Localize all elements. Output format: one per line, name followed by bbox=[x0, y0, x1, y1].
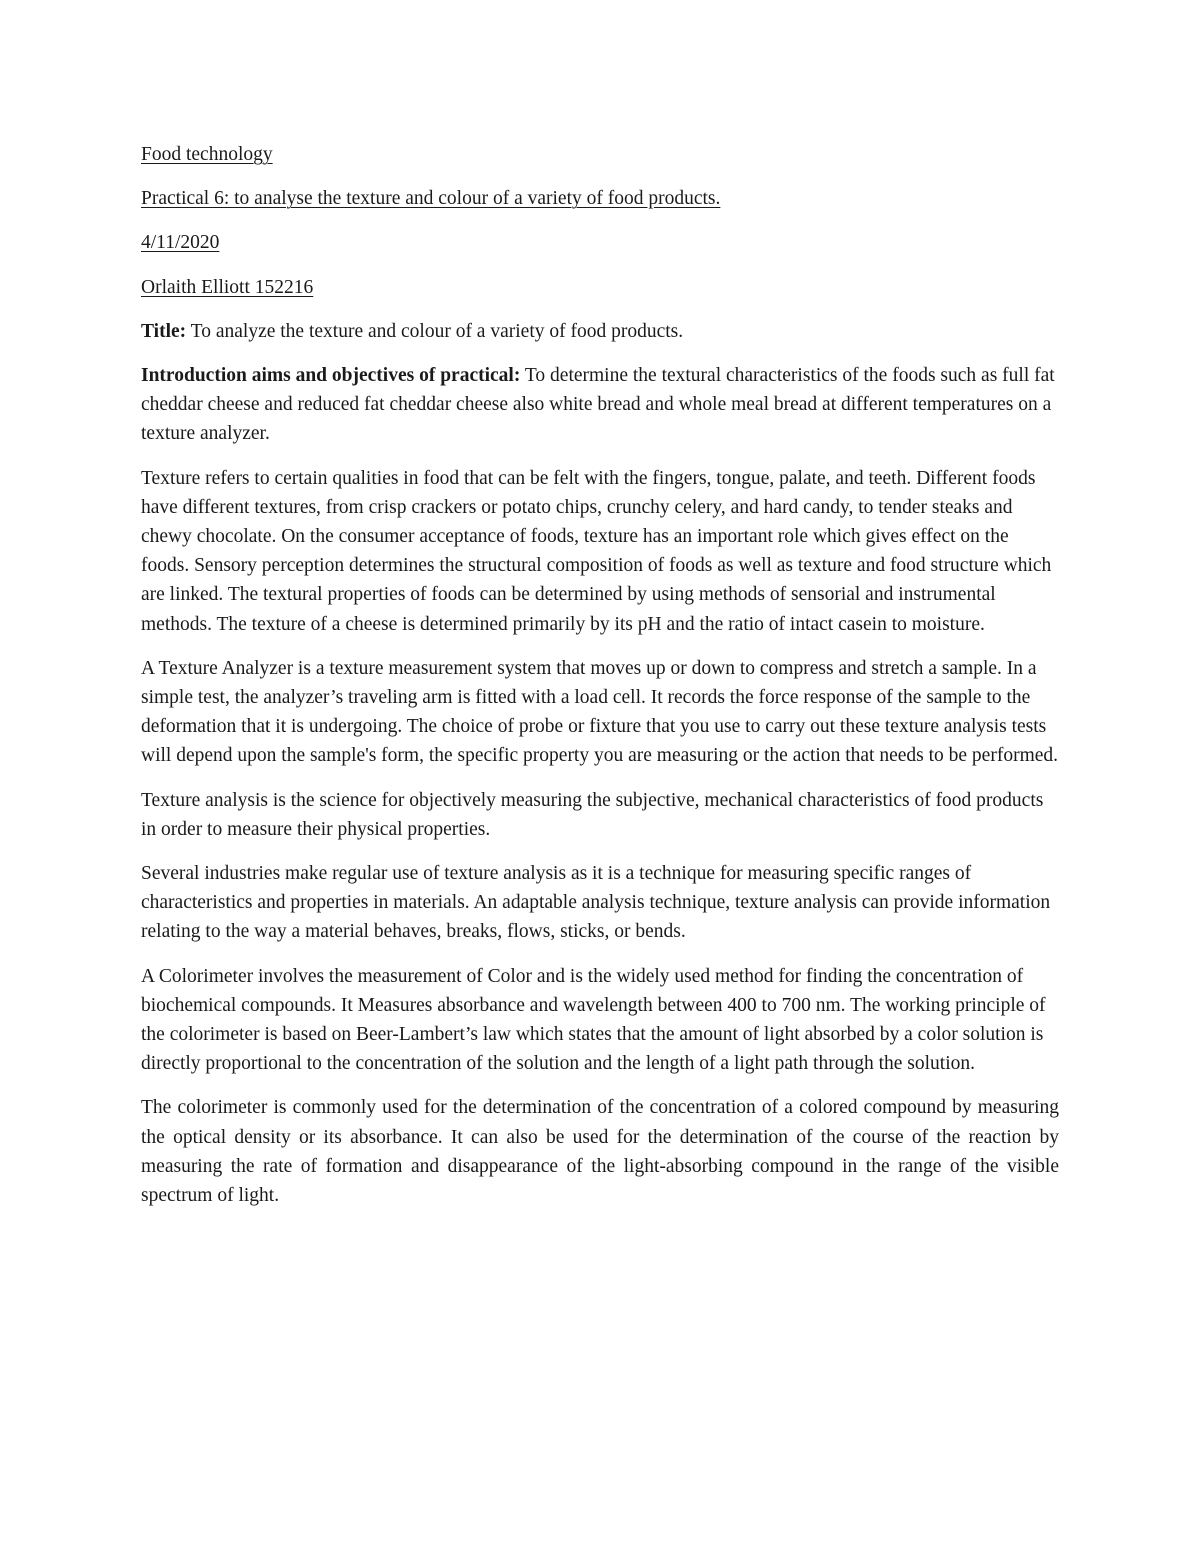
introduction-label: Introduction aims and objectives of practical: bbox=[141, 365, 521, 387]
practical-heading: Practical 6: to analyse the texture and colour of a variety of food products. bbox=[141, 188, 721, 210]
title-line bbox=[141, 317, 1059, 346]
subject-heading: Food technology bbox=[141, 144, 273, 165]
introduction-text: To determine the textural characteristics of the foods such as full fat cheddar cheese and reduced fat cheddar cheese also white bread and whole meal bread at different temperatures on a texture analyzer. bbox=[141, 365, 1055, 445]
author-heading: Orlaith Elliott 152216 bbox=[141, 276, 314, 298]
introduction-paragraph bbox=[141, 361, 1059, 449]
date-heading: 4/11/2020 bbox=[141, 232, 220, 254]
colorimeter-uses-paragraph: The colorimeter is commonly used for the determination of the concentration of a colored compound by measuring the optical density or its absorbance. It can also be used for the determination of the course of the reaction by measuring the rate of formation and disappearance of the light-absorbing compound in the range of the visible spectrum of light. bbox=[141, 1097, 1059, 1207]
colorimeter-paragraph: A Colorimeter involves the measurement of Color and is the widely used method for finding the concentration of biochemical compounds. It Measures absorbance and wavelength between 400 to 700 nm. The working principle of the colorimeter is based on Beer-Lambert’s law which states that the amount of light absorbed by a color solution is directly proportional to the concentration of the solution and the length of a light path through the solution. bbox=[141, 965, 1046, 1075]
title-text: To analyze the texture and colour of a variety of food products. bbox=[190, 320, 684, 342]
texture-analyzer-paragraph: A Texture Analyzer is a texture measurement system that moves up or down to compress and stretch a sample. In a simple test, the analyzer’s traveling arm is fitted with a load cell. It records the force response of the sample to the deformation that it is undergoing. The choice of probe or fixture that you use to carry out these texture analysis tests will depend upon the sample's form, the specific property you are measuring or the action that needs to be performed. bbox=[141, 657, 1059, 767]
industries-paragraph: Several industries make regular use of texture analysis as it is a technique for measuring specific ranges of characteristics and properties in materials. An adaptable analysis technique, texture analysis can provide information relating to the way a material behaves, breaks, flows, sticks, or bends. bbox=[141, 863, 1051, 943]
texture-analysis-science-paragraph: Texture analysis is the science for objectively measuring the subjective, mechanical characteristics of food products in order to measure their physical properties. bbox=[141, 789, 1044, 840]
document-page bbox=[141, 140, 1059, 1225]
title-label: Title: bbox=[141, 320, 187, 342]
texture-definition-paragraph: Texture refers to certain qualities in food that can be felt with the fingers, tongue, palate, and teeth. Different foods have different textures, from crisp crackers or potato chips, crunchy celery, and hard candy, to tender steaks and chewy chocolate. On the consumer acceptance of foods, texture has an important role which gives effect on the foods. Sensory perception determines the structural composition of foods as well as texture and food structure which are linked. The textural properties of foods can be determined by using methods of sensorial and instrumental methods. The texture of a cheese is determined primarily by its pH and the ratio of intact casein to moisture. bbox=[141, 467, 1052, 635]
